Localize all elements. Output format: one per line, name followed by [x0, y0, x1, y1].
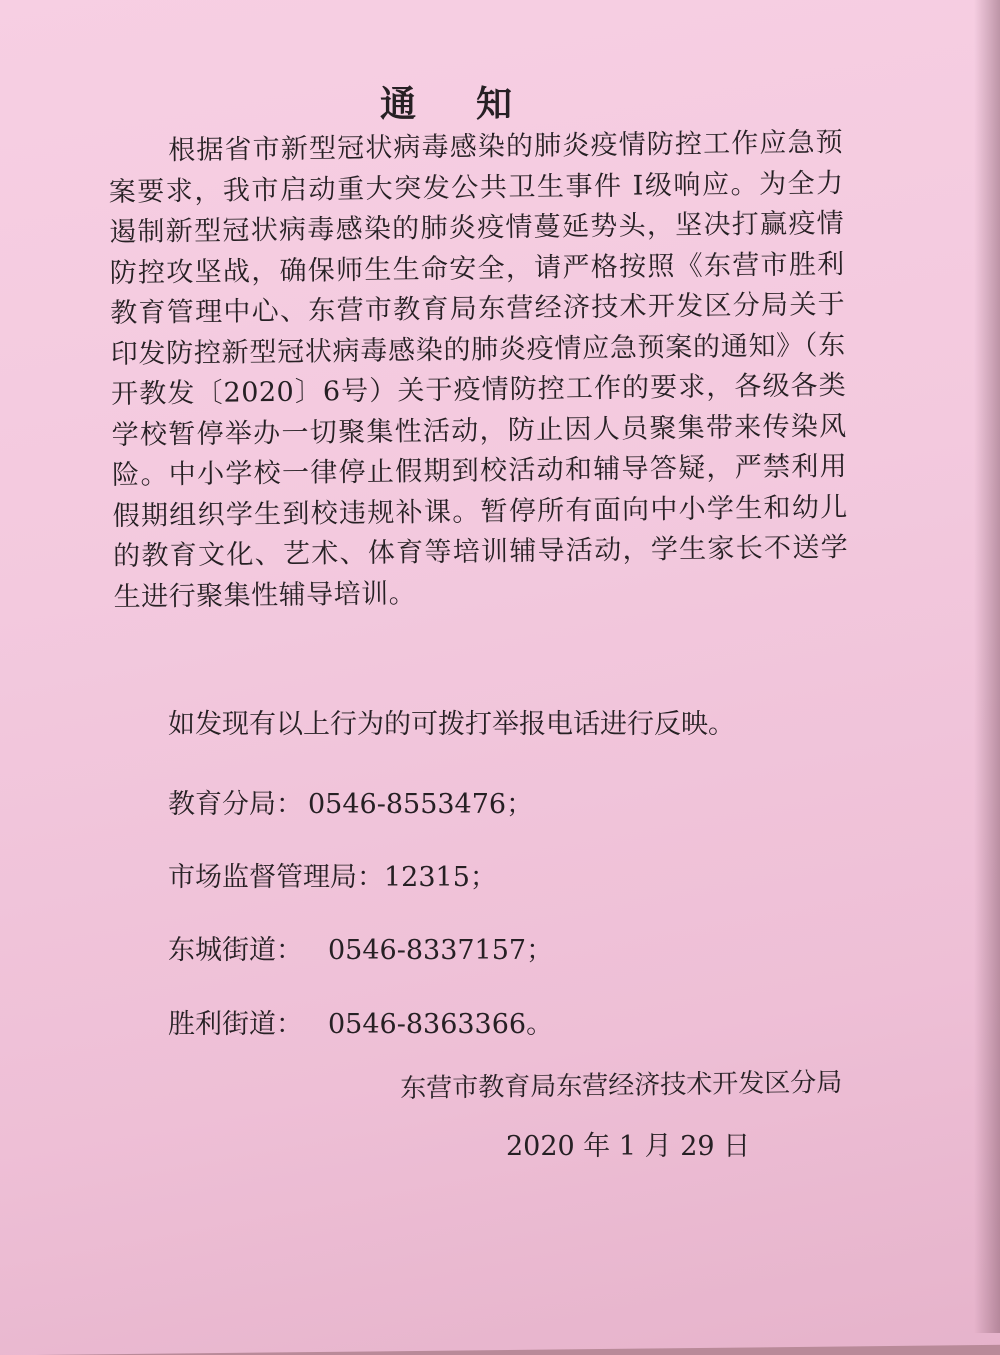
contact-education-bureau	[168, 782, 533, 821]
contact-name: 教育分局：	[168, 789, 303, 820]
notice-body: 根据省市新型冠状病毒感染的肺炎疫情防控工作应急预案要求，我市启动重大突发公共卫生事件 I级响应。为全力遏制新型冠状病毒感染的肺炎疫情蔓延势头，坚决打赢疫情防控攻坚战，确保师生生命安全，请严格按照《东营市胜利教育管理中心、东营市教育局东营经济技术开发区分局关于印发防控新型冠状病毒感染的肺炎疫情应急预案的通知》（东开教发〔2020〕6号）关于疫情防控工作的要求，各级各类学校暂停举办一切聚集性活动，防止因人员聚集带来传染风险。中小学校一律停止假期到校活动和辅导答疑，严禁利用假期组织学生到校违规补课。暂停所有面向中小学生和幼儿的教育文化、艺术、体育等培训辅导活动，学生家长不送学生进行聚集性辅导培训。	[108, 127, 849, 613]
contact-name: 市场监督管理局：	[168, 862, 384, 893]
contact-name: 胜利街道：	[168, 1009, 303, 1040]
contact-phone: 0546-8363366。	[328, 1009, 554, 1040]
contact-name: 东城街道：	[168, 935, 303, 966]
notice-title: 通知	[380, 83, 573, 125]
contact-dongcheng-street	[168, 928, 553, 967]
contact-phone: 0546-8553476；	[308, 789, 534, 820]
contact-phone: 0546-8337157；	[328, 935, 554, 966]
issuer-signature: 东营市教育局东营经济技术开发区分局	[400, 1067, 843, 1104]
contact-shengli-street	[168, 1002, 553, 1041]
contact-phone: 12315；	[384, 862, 497, 893]
report-instruction: 如发现有以上行为的可拨打举报电话进行反映。	[168, 709, 735, 740]
contact-market-supervision	[168, 855, 497, 894]
issue-date: 2020 年 1 月 29 日	[506, 1131, 751, 1162]
